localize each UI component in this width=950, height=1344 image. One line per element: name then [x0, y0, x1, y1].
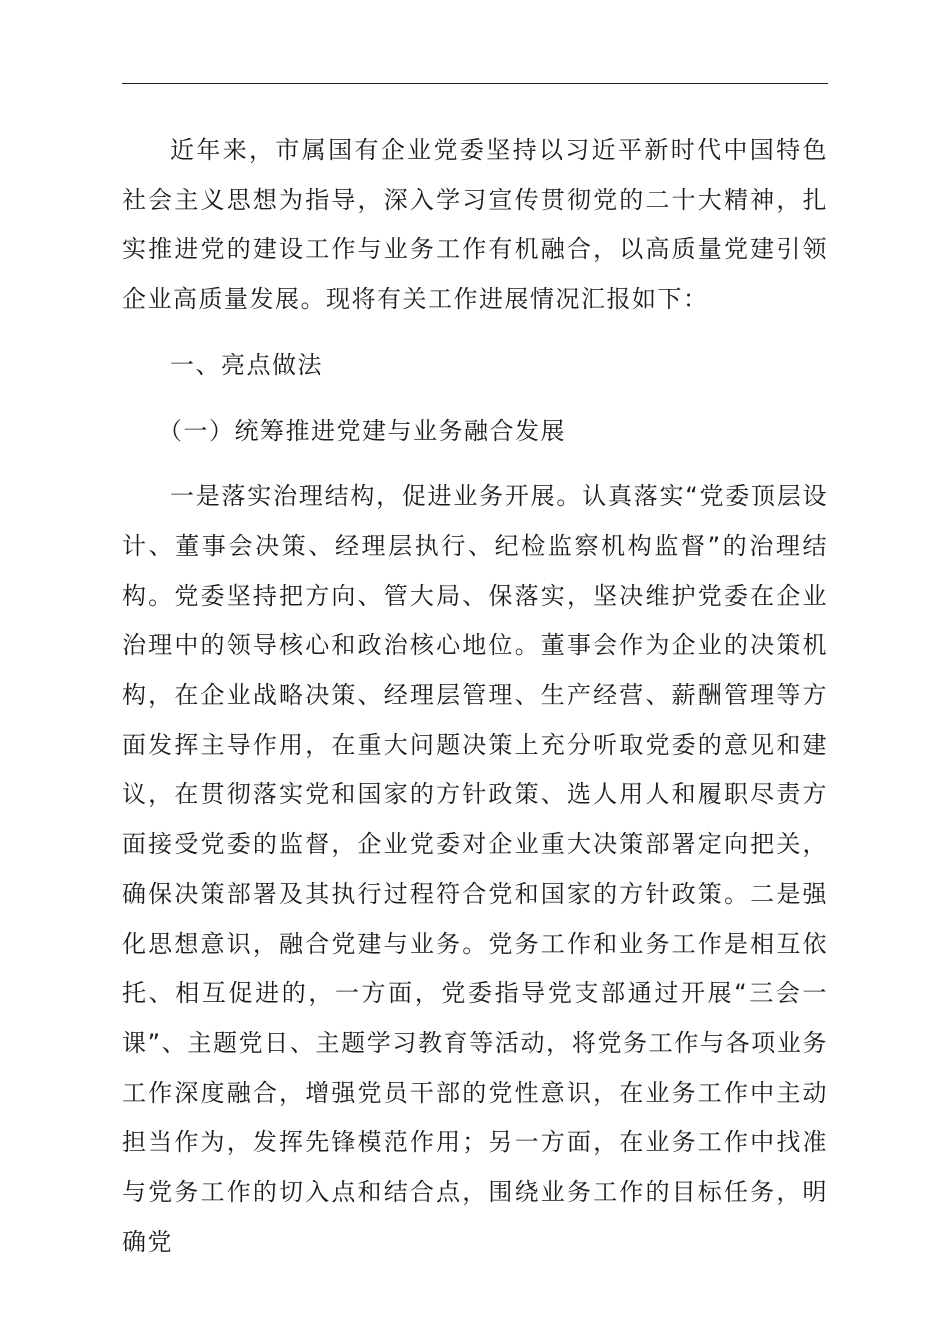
intro-paragraph: 近年来，市属国有企业党委坚持以习近平新时代中国特色社会主义思想为指导，深入学习宣传贯彻党的二十大精神，扎实推进党的建设工作与业务工作有机融合，以高质量党建引领企业高质量发展。现将有关工作进展情况汇报如下： — [122, 136, 828, 314]
subsection-heading: （一）统筹推进党建与业务融合发展 — [158, 416, 566, 445]
header-rule — [122, 83, 828, 84]
body-paragraph: 一是落实治理结构，促进业务开展。认真落实“党委顶层设计、董事会决策、经理层执行、纪检监察机构监督”的治理结构。党委坚持把方向、管大局、保落实，坚决维护党委在企业治理中的领导核心和政治核心地位。董事会作为企业的决策机构，在企业战略决策、经理层管理、生产经营、薪酬管理等方面发挥主导作用，在重大问题决策上充分听取党委的意见和建议，在贯彻落实党和国家的方针政策、选人用人和履职尽责方面接受党委的监督，企业党委对企业重大决策部署定向把关，确保决策部署及其执行过程符合党和国家的方针政策。二是强化思想意识，融合党建与业务。党务工作和业务工作是相互依托、相互促进的，一方面，党委指导党支部通过开展“三会一课”、主题党日、主题学习教育等活动，将党务工作与各项业务工作深度融合，增强党员干部的党性意识，在业务工作中主动担当作为，发挥先锋模范作用；另一方面，在业务工作中找准与党务工作的切入点和结合点，围绕业务工作的目标任务，明确党 — [122, 482, 828, 1256]
section-heading: 一、亮点做法 — [170, 350, 323, 379]
document-body — [122, 126, 828, 1267]
